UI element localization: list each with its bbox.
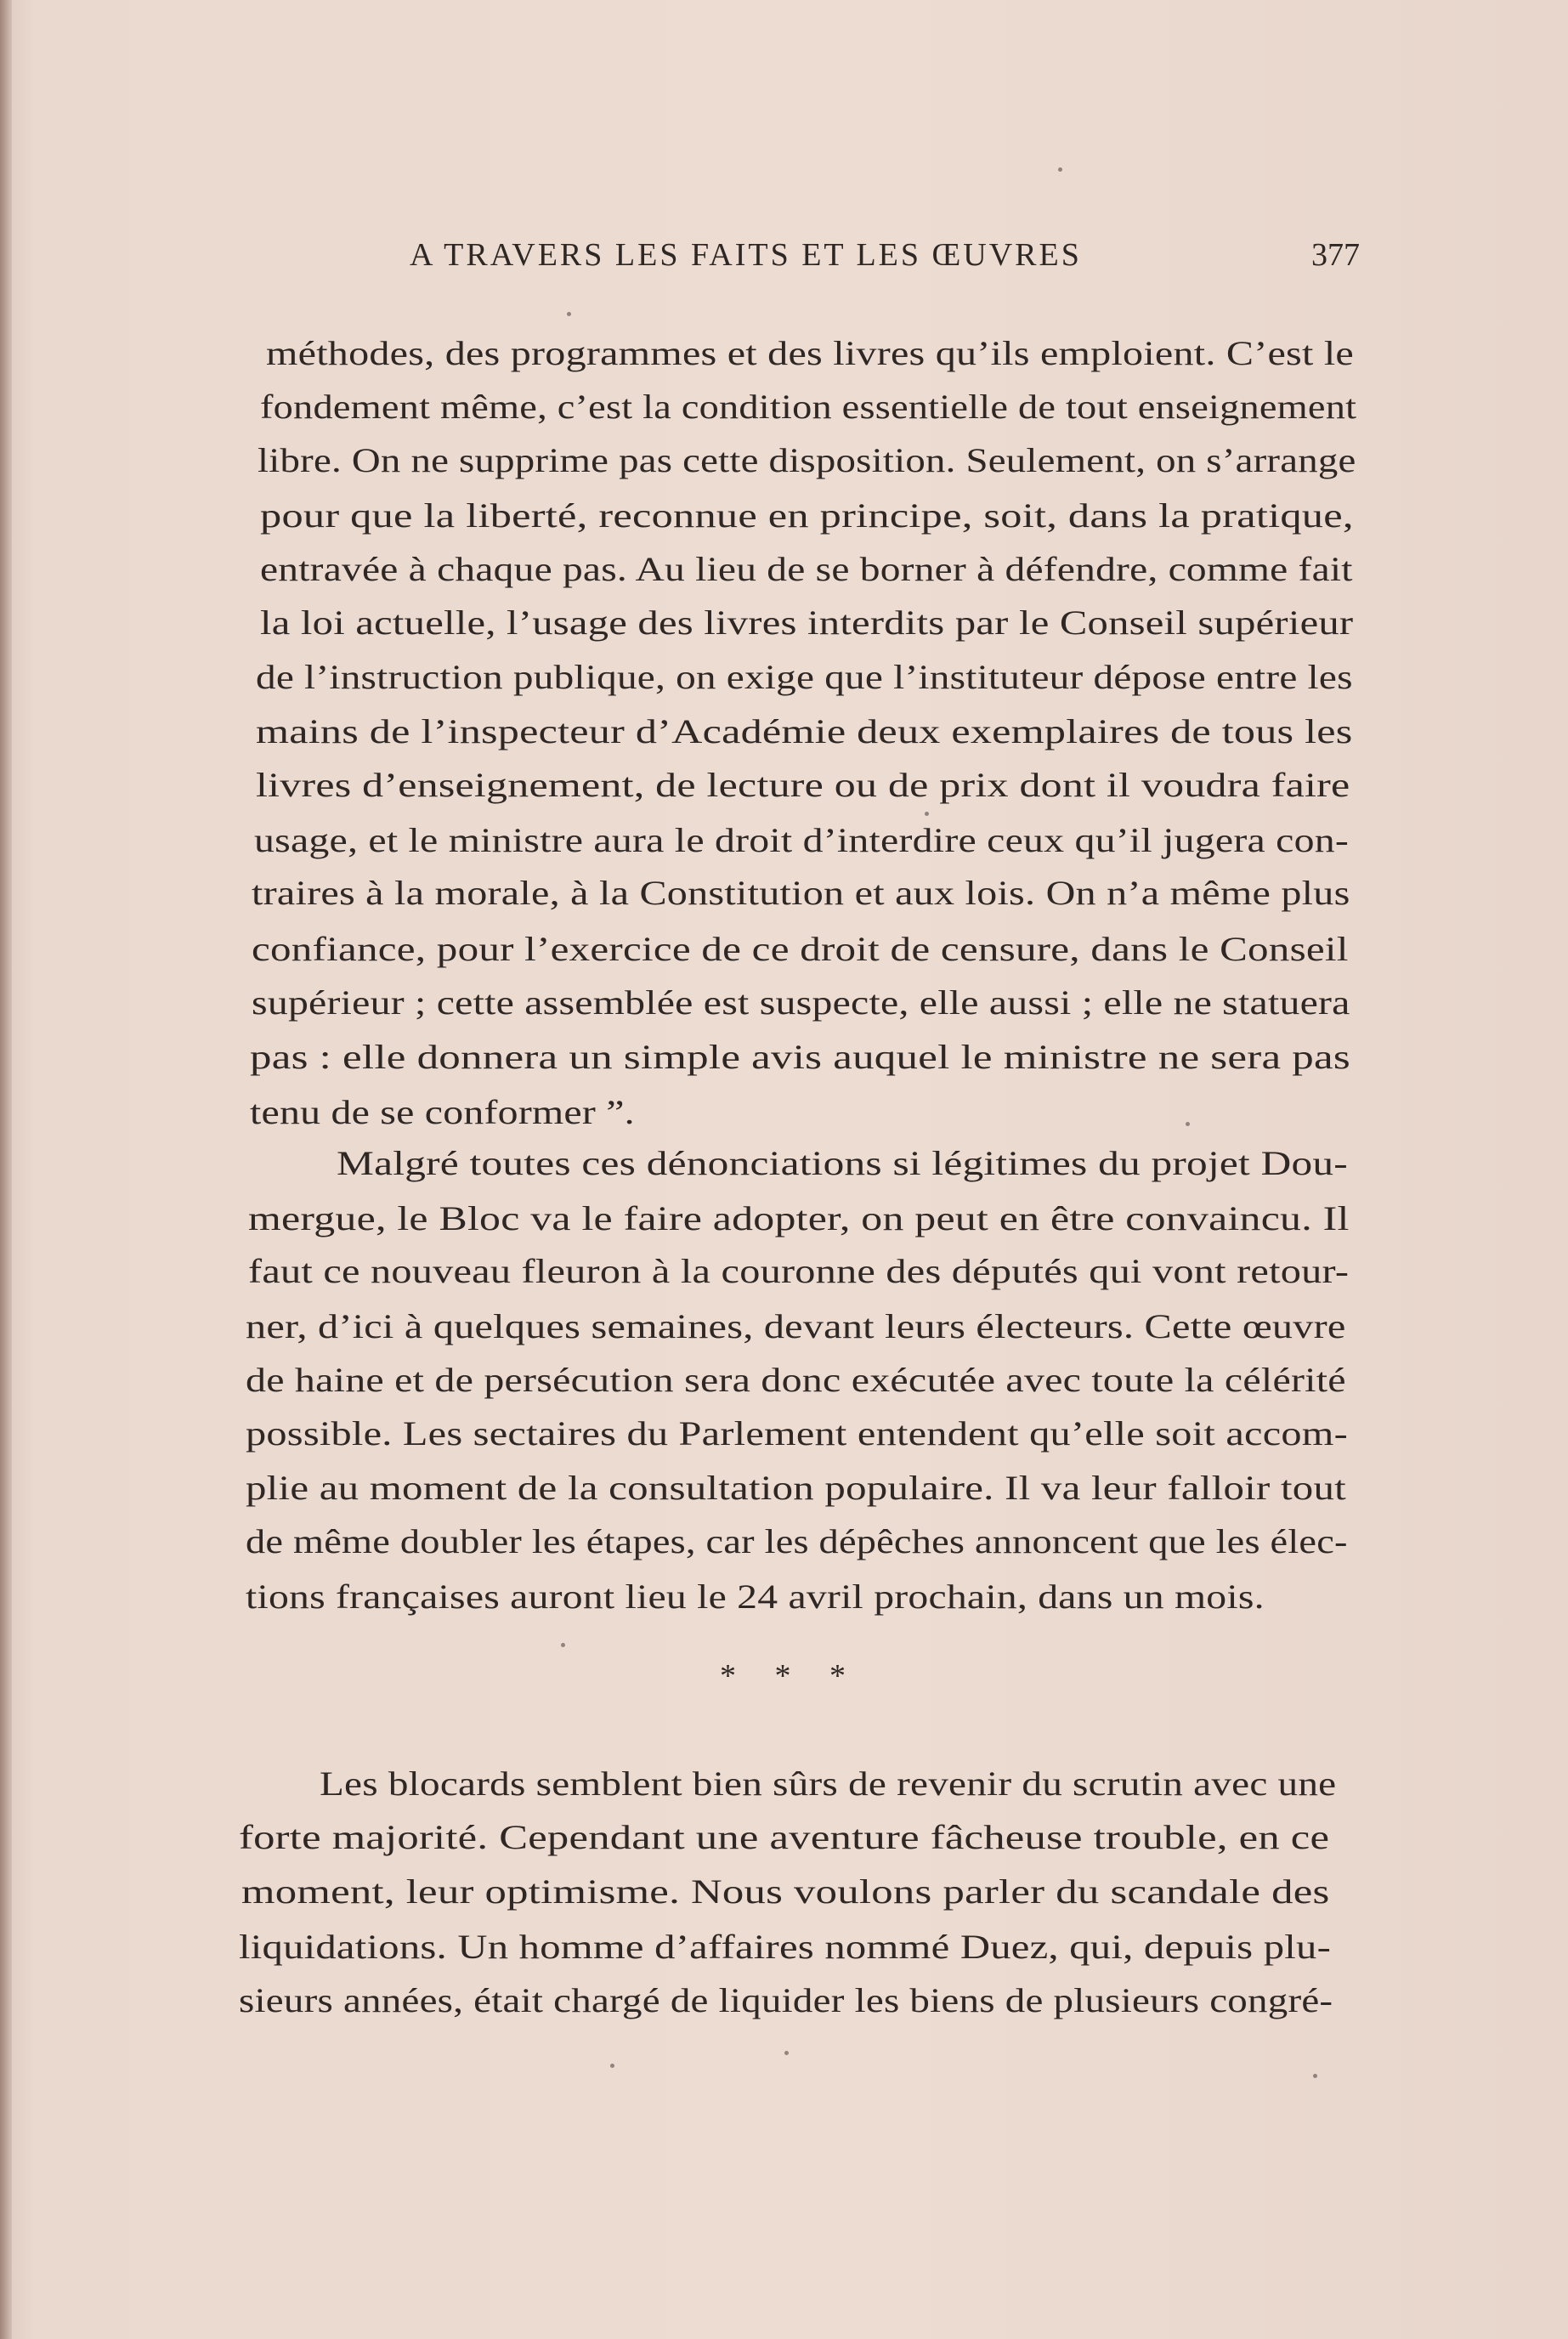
text-line: plie au moment de la consultation populaire. Il va leur falloir tout (246, 1469, 1346, 1507)
running-title: A TRAVERS LES FAITS ET LES ŒUVRES (410, 237, 1082, 273)
text-line: Les blocards semblent bien sûrs de revenir du scrutin avec une (320, 1764, 1337, 1803)
text-line: de l’instruction publique, on exige que l’instituteur dépose entre les (256, 658, 1353, 696)
text-line: mergue, le Bloc va le faire adopter, on peut en être convaincu. Il (248, 1199, 1350, 1237)
text-line: de haine et de persécution sera donc exécutée avec toute la célérité (246, 1361, 1346, 1399)
print-speck (1313, 2074, 1317, 2078)
text-line: la loi actuelle, l’usage des livres interdits par le Conseil supérieur (260, 603, 1354, 642)
print-speck (567, 312, 571, 316)
text-line: supérieur ; cette assemblée est suspecte, elle aussi ; elle ne statuera (252, 983, 1350, 1022)
text-line: tions françaises auront lieu le 24 avril prochain, dans un mois. (246, 1577, 1265, 1616)
page-number: 377 (1311, 237, 1360, 273)
text-line: pour que la liberté, reconnue en principe, soit, dans la pratique, (260, 496, 1354, 535)
text-line: ner, d’ici à quelques semaines, devant leurs électeurs. Cette œuvre (246, 1307, 1346, 1345)
text-line: sieurs années, était chargé de liquider les biens de plusieurs congré- (239, 1981, 1333, 2019)
running-head (255, 236, 1360, 287)
text-line: libre. On ne supprime pas cette disposition. Seulement, on s’arrange (258, 441, 1356, 479)
text-line: confiance, pour l’exercice de ce droit de censure, dans le Conseil (252, 930, 1349, 968)
text-line: forte majorité. Cependant une aventure fâcheuse trouble, en ce (239, 1818, 1330, 1856)
print-speck (561, 1643, 565, 1647)
text-line: Malgré toutes ces dénonciations si légitimes du projet Dou- (337, 1144, 1348, 1182)
print-speck (784, 2051, 789, 2055)
text-line: de même doubler les étapes, car les dépêches annoncent que les élec- (246, 1522, 1348, 1560)
text-line: fondement même, c’est la condition essentielle de tout enseignement (260, 388, 1357, 426)
text-line: mains de l’inspecteur d’Académie deux exemplaires de tous les (256, 712, 1353, 750)
section-separator: * * * (720, 1658, 861, 1694)
text-line: méthodes, des programmes et des livres qu’ils emploient. C’est le (266, 334, 1355, 372)
print-speck (1186, 1122, 1190, 1126)
text-line: moment, leur optimisme. Nous voulons parler du scandale des (241, 1872, 1330, 1911)
page-gutter-shadow (0, 0, 12, 2339)
text-line: entravée à chaque pas. Au lieu de se borner à défendre, comme fait (260, 550, 1353, 588)
text-line: pas : elle donnera un simple avis auquel le ministre ne sera pas (250, 1038, 1350, 1076)
text-line: faut ce nouveau fleuron à la couronne des députés qui vont retour- (248, 1252, 1350, 1290)
text-line: usage, et le ministre aura le droit d’interdire ceux qu’il jugera con- (254, 821, 1350, 859)
text-line: traires à la morale, à la Constitution et aux lois. On n’a même plus (252, 874, 1350, 912)
print-speck (1058, 167, 1062, 172)
text-line: liquidations. Un homme d’affaires nommé Duez, qui, depuis plu- (239, 1928, 1332, 1966)
print-speck (925, 812, 929, 816)
text-line: possible. Les sectaires du Parlement entendent qu’elle soit accom- (246, 1414, 1348, 1453)
print-speck (610, 2064, 614, 2068)
text-line: tenu de se conformer ”. (250, 1093, 635, 1131)
text-line: livres d’enseignement, de lecture ou de prix dont il voudra faire (256, 766, 1350, 804)
